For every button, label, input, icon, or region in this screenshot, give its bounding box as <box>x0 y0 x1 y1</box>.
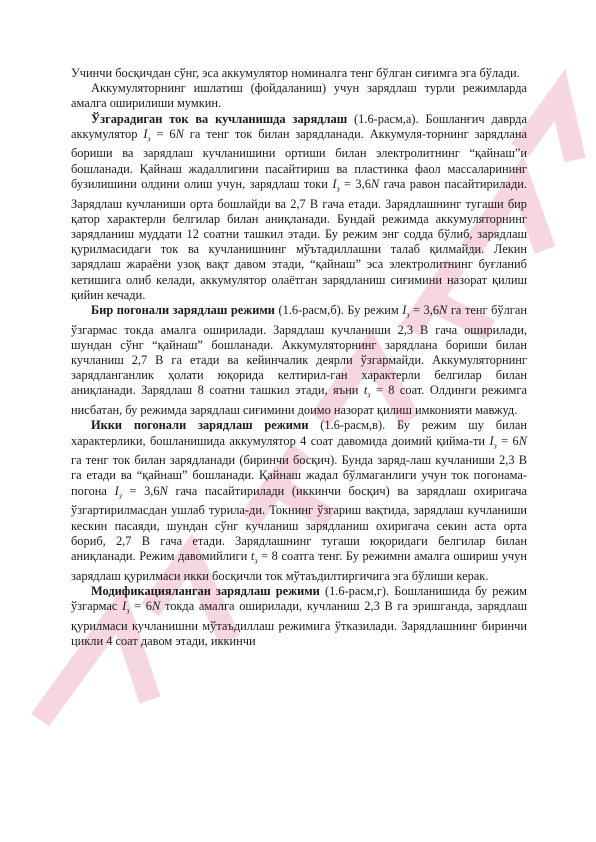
subscript: з <box>254 556 258 566</box>
subscript: з <box>367 390 371 400</box>
italic-symbol: N <box>518 433 527 448</box>
paragraph <box>71 584 527 649</box>
italic-symbol: I <box>402 302 407 317</box>
italic-symbol: I <box>332 176 337 191</box>
subscript: з <box>406 310 410 320</box>
bold-term: Ўзгарадиган ток ва кучланишда зарядлаш <box>91 111 348 126</box>
text-run: = 6 <box>150 126 176 141</box>
paragraph <box>71 303 527 418</box>
text-run: га тенг бўлган ўзгармас токда амалга оширилади. Зарядлаш кучланиши 2,3 В гача оширилади, шундан сўнг “қайнаш” бошланади. Аккумуляторнинг зарядлана бориши билан кучланиш 2,7 В га етади ва кейинчалик деярли ўзгармайди. Аккумуляторнинг зарядланганлик ҳолати юқорида келтирил-ган характерли белгилар билан аниқланади. Зарядлаш 8 соатни ташкил этади, яъни <box>71 302 527 398</box>
paragraph <box>71 81 527 111</box>
text-run: (1.6-расм,в). Бу режим шу билан характерлики, бошланишида аккумулятор 4 соат давомида доимий қийма-ти <box>71 418 527 448</box>
text-run: (1.6-расм,г). Бошланишида бу режим ўзгармас <box>71 583 527 613</box>
subscript: з <box>336 184 340 194</box>
text-run: гача равон пасайтирилади. Зарядлаш кучланиши орта бошлайди ва 2,7 В гача етади. Зарядлашнинг тугаши бир қатор характерли белгилар билан аниқланади. Бундай режимда аккумуляторнинг зарядланиш муддати 12 соатни ташкил этади. Бу режим энг содда бўлиб, зарядлаш қурилмасидаги ток ва кучланишнинг мўътадиллашни талаб қилмайди. Лекин зарядлаш жараёни узоқ вақт давом этади, “қайнаш” эса электролитнинг буғланиб кетишига олиб келади, аккумулятор олаётган зарядланиш сиғимини назорат қилиш қийин кечади. <box>71 176 527 302</box>
bold-term: Бир погонали зарядлаш режими <box>91 302 275 317</box>
document-page <box>71 66 527 649</box>
italic-symbol: N <box>439 302 448 317</box>
text-run: = 3,6 <box>121 483 160 498</box>
text-run: га тенг ток билан зарядланади. Аккумуля-торнинг зарядлана бориши ва зарядлаш кучланишини ортиши билан электролитнинг “қайнаш”и бошланади. Қайнаш жадаллигини пасайтириш ва пластинка фаол массаларининг бузилишини олдини олиш учун, зарядлаш токи <box>71 126 527 191</box>
subscript: з <box>118 491 122 501</box>
italic-symbol: N <box>159 483 168 498</box>
text-run: (1.6-расм,б). Бу режим <box>274 302 403 317</box>
subscript: з <box>147 134 151 144</box>
text-run: = 3,6 <box>339 176 371 191</box>
text-run: Учинчи босқичдан сўнг, эса аккумулятор номиналга тенг бўлган сиғимга эга бўлади. <box>71 66 520 80</box>
bold-term: Модификацияланган зарядлаш режими <box>91 583 320 598</box>
subscript: з <box>126 606 130 616</box>
text-run: = 6 <box>496 433 519 448</box>
italic-symbol: N <box>151 598 161 613</box>
italic-symbol: I <box>489 433 494 448</box>
text-run: = 6 <box>129 598 152 613</box>
text-run: токда амалга оширилади, кучланиш 2,3 В га эришганда, зарядлаш қурилмаси кучланишни мўтаъдиллаш режимига ўтказилади. Зарядлашнинг биринчи цикли 4 соат давом этади, иккинчи <box>71 598 527 648</box>
paragraph <box>71 418 527 583</box>
italic-symbol: N <box>175 126 184 141</box>
text-run: = 8 соат. Олдинги режимга нисбатан, бу режимда зарядлаш сиғимини доимо назорат қилиш имконияти мавжуд. <box>71 383 527 418</box>
text-run: Аккумуляторнинг ишлатиш (фойдаланиш) учун зарядлаш турли режимларда амалга оширилиши мумкин. <box>71 81 527 111</box>
italic-symbol: I <box>114 483 119 498</box>
paragraph <box>71 66 527 81</box>
paragraph <box>71 112 527 303</box>
text-run: (1.6-расм,а). Бошланғич даврда аккумулятор <box>71 111 527 141</box>
text-run: = 8 соатга тенг. Бу режимни амалга ошириш учун зарядлаш қурилмаси икки босқичли ток мўтаъдилтиргичига эга бўлиши керак. <box>71 548 527 583</box>
italic-symbol: t <box>363 383 368 398</box>
italic-symbol: N <box>370 176 380 191</box>
body-text <box>71 66 527 649</box>
text-run: гача пасайтирилади (иккинчи босқич) ва зарядлаш охиригача ўзгартирилмасдан ушлаб турила-ди. Токнинг ўзгариш вақтида, зарядлаш кучланиши кескин пасаяди, шундан сўнг кучланиш зарядланиш охиригача секин аста орта бориб, 2,7 В гача етади. Зарядлашнинг тугаши юқоридаги белгилар билан аниқланади. Режим давомийлиги <box>71 483 528 563</box>
text-run: = 3,6 <box>409 302 440 317</box>
text-run: га тенг ток билан зарядланади (биринчи босқич). Бунда заряд-лаш кучланиши 2,3 В га етади ва “қайнаш” бошланади. Қайнаш жадал бўлмаганлиги учун ток погонама-погона <box>71 453 527 498</box>
italic-symbol: I <box>143 126 148 141</box>
italic-symbol: t <box>250 548 255 563</box>
italic-symbol: I <box>122 598 127 613</box>
bold-term: Икки погонали зарядлаш режими <box>91 418 309 433</box>
subscript: з <box>493 441 497 451</box>
